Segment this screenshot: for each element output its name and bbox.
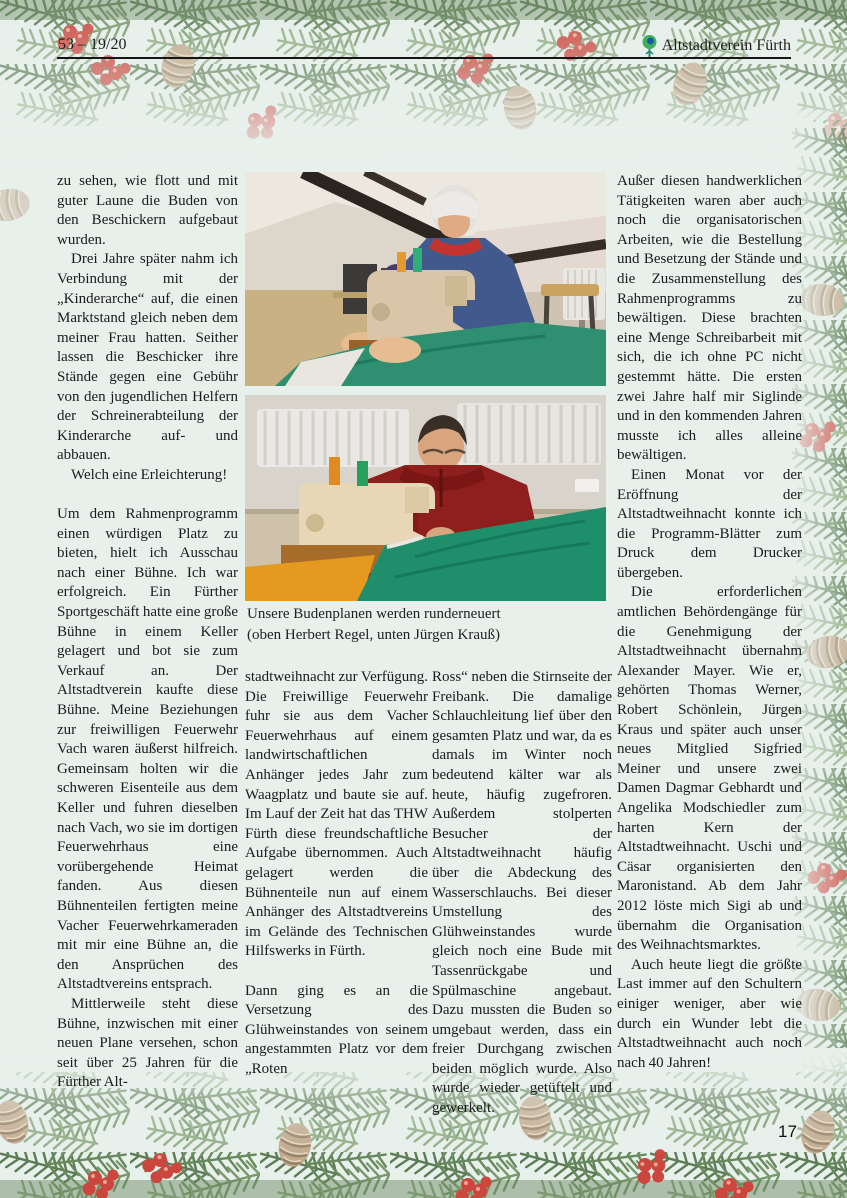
text-column-1 [57,172,238,1120]
header-brand [642,34,791,58]
text-column-2 [245,668,428,1126]
photo-block [245,172,606,601]
paragraph: Außer diesen handwerklichen Tätigkeiten waren aber auch noch die organisatorischen Arbeiten, wie die Bestellung und Besetzung der Stände und die Zusammenstellung des Rahmenprogramms zu bewältigen. Diese brachten eine Menge Schreibarbeit mit sich, die ich ohne PC nicht gestemmt hätte. Die ersten zwei Jahre half mir Siglinde und in den kommenden Jahren musste ich alles alleine bewältigen. [617,173,802,464]
paragraph: Um dem Rahmenprogramm einen würdigen Platz zu bieten, hielt ich Ausschau nach einer Bühne. Ich war erfolgreich. Ein Fürther Sportgeschäft hatte eine große Bühne in einem Keller gelagert und bot sie zum Verkauf an. Der Altstadtverein kaufte diese Bühne. Meine Beziehungen zur freiwilligen Feuerwehr Vach waren äußerst hilfreich. Gemeinsam holten wir die schweren Eisenteile aus dem Keller und fuhren dieselben nach Vach, wo sie im dortigen Feuerwehrhaus eine vorübergehende Heimat fanden. Aus diesen Bühnenteilen fertigten meine Vacher Feuerwehrkameraden mit mir eine Bühne an, die den Ansprüchen des Altstadtvereins entsprach. [57,506,238,993]
photo-caption-line2: (oben Herbert Regel, unten Jürgen Krauß) [247,627,500,643]
tree-logo-icon [642,34,657,58]
paragraph: Dann ging es an die Versetzung des Glühweinstandes von seinem angestammten Platz vor dem „Roten [245,982,428,1077]
paragraph: Welch eine Erleichterung! [71,466,228,483]
paragraph: Einen Monat vor der Eröffnung der Altstadtweihnacht konnte ich die Programm-Blätter zum Druck dem Drucker übergeben. [617,466,802,581]
paragraph: Mittlerweile steht diese Bühne, inzwischen mit einer neuen Plane versehen, schon seit über 25 Jahren für die Fürther Alt- [57,995,238,1091]
text-column-3 [432,668,612,1126]
paragraph: zu sehen, wie flott und mit guter Laune die Buden von den Beschickern aufgebaut wurden. [57,173,238,248]
paragraph: Auch heute liegt die größte Last immer auf den Schultern einiger weniger, aber wie durch ein Wunder lebt die Altstadtweihnacht auch noch nach 40 Jahren! [617,956,802,1071]
header-issue-number: 53 – 19/20 [58,36,127,53]
photo-caption-line1: Unsere Budenplanen werden runderneuert [247,606,501,622]
photo-caption [247,604,599,646]
header-brand-label: Altstadtverein Fürth [661,37,791,54]
paragraph: Die erforderlichen amtlichen Behördengänge für die Genehmigung der Altstadtweihnacht übernahm Alexander Mayer. Wie er, gehörten Thomas Werner, Robert Schönlein, Jürgen Kraus und später auch unser neues Mitglied Sigfried Meiner und unsere zwei Damen Dagmar Gebhardt und Angelika Modschiedler zum harten Kern der Altstadtweihnacht. Uschi und Cäsar organisierten den Maronistand. Ab dem Jahr 2012 löste mich Sigi ab und übernahm die Organisation des Weihnachtsmarktes. [617,584,802,954]
page-number: 17 [778,1122,797,1141]
paragraph: stadtweihnacht zur Verfügung. Die Freiwillige Feuerwehr fuhr sie aus dem Vacher Feuerwehrhaus auf einem landwirtschaftlichen Anhänger jedes Jahr zum Waagplatz und baute sie auf. Im Lauf der Zeit hat das THW Fürth diese freundschaftliche Aufgabe übernommen. Auch gelagert werden die Bühnenteile nun auf einem Anhänger des Altstadtvereins im Gelände des Technischen Hilfswerks in Fürth. [245,669,428,960]
text-column-4 [617,172,802,1108]
photo-top-herbert-regel [245,172,606,386]
paragraph: Ross“ neben die Stirnseite der Freibank. Die damalige Schlauchleitung lief über den gesamten Platz und war, da es damals im Winter noch bedeutend kälter war als heute, häufig zugefroren. Außerdem stolperten Besucher der Altstadtweihnacht häufig über die Abdeckung des Wasserschlauchs. Bei dieser Umstellung des Glühweinstandes wurde gleich noch eine Bude mit Tassenrückgabe und Spülmaschine angebaut. Dazu mussten die Buden so umgebaut werden, dass ein freier Durchgang zwischen beiden möglich wurde. Also wurde wieder getüftelt und gewerkelt. [432,669,612,1117]
paragraph: Drei Jahre später nahm ich Verbindung mit der „Kinderarche“ auf, die einen Marktstand gleich neben dem meiner Frau hatten. Seither lassen die Beschicker ihre Stände gegen eine Gebühr von den jugendlichen Helfern der Schreinerabteilung der Kinderarche auf- und abbauen. [57,251,238,464]
photo-bottom-juergen-krauss [245,395,606,601]
